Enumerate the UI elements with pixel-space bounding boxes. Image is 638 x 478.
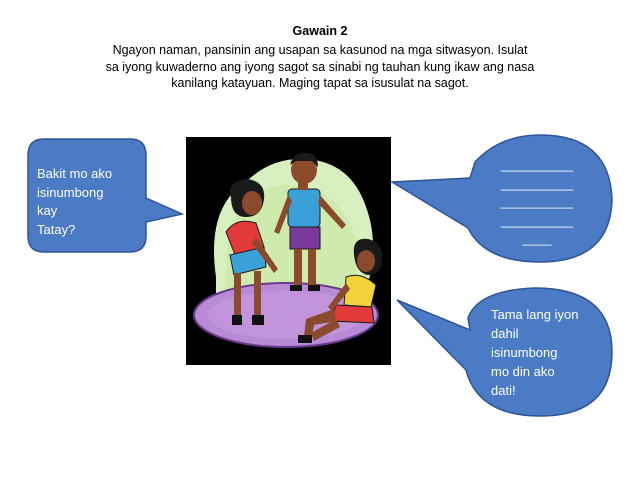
instruction-line: sa iyong kuwaderno ang iyong sagot sa sinabi ng tauhan kung ikaw ang nasa bbox=[105, 59, 535, 74]
left-bubble-text bbox=[37, 165, 137, 239]
bubble-line: dahil bbox=[491, 326, 519, 341]
answer-blank-line: ____ bbox=[522, 231, 552, 246]
bubble-line: mo din ako bbox=[491, 364, 555, 379]
bubble-line: isinumbong bbox=[37, 184, 104, 200]
bubble-line: Bakit mo ako bbox=[37, 166, 113, 181]
instruction-line: Ngayon naman, pansinin ang usapan sa kasunod na mga sitwasyon. Isulat bbox=[112, 43, 528, 57]
answer-blank-lines bbox=[494, 156, 580, 249]
page-title: Gawain 2 bbox=[292, 24, 348, 38]
bubble-line: kay bbox=[37, 203, 58, 218]
bubble-line: isinumbong bbox=[491, 345, 558, 360]
bubble-line: Tatay? bbox=[37, 221, 76, 237]
answer-blank-line: __________ bbox=[500, 194, 574, 209]
bubble-line: dati! bbox=[491, 383, 516, 398]
answer-blank-line: __________ bbox=[500, 157, 574, 172]
answer-blank-line: __________ bbox=[500, 175, 574, 191]
right-bottom-bubble-text bbox=[491, 305, 611, 400]
bubble-line: Tama lang iyon bbox=[491, 307, 579, 322]
instruction-line: kanilang katayuan. Maging tapat sa isusulat na sagot. bbox=[171, 76, 469, 90]
children-scene-illustration bbox=[186, 137, 391, 365]
answer-blank-line: __________ bbox=[500, 212, 574, 228]
